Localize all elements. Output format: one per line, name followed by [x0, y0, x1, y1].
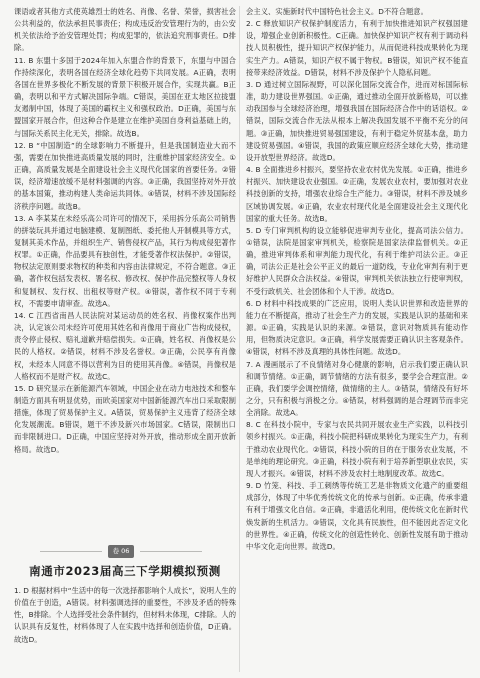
section-rule-right [140, 551, 202, 552]
left-paragraph: 15. D 研究显示在新能源汽车领域，中国企业在动力电池技术和整车制造方面具有明显优势，而欧美国家对中国新能源汽车出口采取限制措施，体现了贸易保护主义。A错误，贸易保护主义违背了经济全球化发展潮流。B错误，题干不涉及新兴市场国家。C错误，限制出口而非限制进口。D正确，中国应坚持对外开放，推动形成全面开放新格局。故选D。 [14, 383, 236, 454]
left-paragraph: 课语或者其他方式使英雄烈士的姓名、肖像、名誉、荣誉，损害社会公共利益的，依法承担民事责任；构成违反治安管理行为的，由公安机关依法给予治安管理处罚；构成犯罪的，依法追究刑事责任。D排除。 [14, 7, 236, 53]
left-paragraph: 11. B 东盟十多国于2024年加入东盟合作的背景下，东盟与中国合作持续深化，表明各国在经济全球化趋势下共同发展。A正确，表明各国在世界多极化不断发展的背景下积极开展合作，实现共赢。B正确，表明以和平方式解决国际争端。C错误，美国在亚太地区拉拢盟友遏制中国，体现了美国的霸权主义和强权政治。D正确，美国与东盟国家开展合作，但这种合作是建立在维护美国自身利益基础上的，与国际关系民主化无关，排除。故选B。 [14, 55, 236, 138]
right-paragraph: 2. C 释放知识产权保护制度活力，有利于加快推进知识产权强国建设，增强企业创新积极性。C正确。加快保护知识产权有利于调动科技人员积极性，提升知识产权保护能力，从而促进科技成果转化为现实生产力。A错误，知识产权不属于物权。B错误，知识产权不能直接带来经济效益。D错误，材料不涉及保护个人隐私问题。 [246, 19, 468, 77]
section-paragraph: 1. D 根据材料中“生活中的每一次选择都影响个人成长”，说明人生的价值在于创造，A错误。材料强调选择的重要性，不涉及矛盾的特殊性，B排除。个人选择受社会条件制约，但材料未体现，C排除。人的认识具有反复性，材料体现了人在实践中选择和创造价值，D正确。故选D。 [14, 586, 236, 644]
section-body [14, 585, 236, 673]
section-rule-left [40, 551, 102, 552]
right-paragraph: 会主义、实施新时代中国特色社会主义。D不符合题意。 [246, 7, 428, 16]
left-column [14, 6, 236, 534]
left-paragraph: 13. A 李某某在未经乐高公司许可的情况下，采用拆分乐高公司销售的拼装玩具并通过电脑建模、复制图纸、委托他人开制模具等方式，复制其美术作品，并组织生产、销售侵权产品，其行为构成侵犯著作权罪。①正确，作品要具有独创性，才能受著作权法保护。②错误，物权法定原则要求物权的种类和内容由法律规定，不符合题意。③正确，著作权包括发表权、署名权、修改权、保护作品完整权等人身权和复制权、发行权、出租权等财产权。④错误，著作权不同于专利权，不需要申请审查。故选A。 [14, 213, 236, 308]
right-paragraph: 5. D 专门审判机构的设立能够促进审判专业化，提高司法公信力。①错误，法院是国家审判机关，检察院是国家法律监督机关。②正确，推进审判体系和审判能力现代化，有利于维护司法公正。③正确，司法公正是社会公平正义的最后一道防线，专业化审判有利于更好维护人民群众合法权益。④错误，审判机关依法独立行使审判权，不受行政机关、社会团体和个人干涉。故选D。 [246, 225, 468, 296]
section-tag: 卷 06 [108, 545, 134, 558]
left-paragraph: 12. B “中国制造”的全球影响力不断提升，但是我国制造业大而不强，需要在加快推进高质量发展的同时，注重维护国家经济安全。①正确，高质量发展是全面建设社会主义现代化国家的首要任务。②错误，经济增速放缓不是材料强调的内容。③正确，我国坚持对外开放的基本国策，推动构建人类命运共同体。④错误，材料不涉及国际经济秩序问题。故选B。 [14, 140, 236, 211]
right-paragraph: 3. D 通过树立国际视野，可以深化国际交流合作，进而对标国际标准，助力建设世界强国。①正确，通过推动全面开放新格局，可以推动我国参与全球经济治理，增强我国在国际经济合作中的话语权。②错误，国际交流合作无法从根本上解决我国发展不平衡不充分的问题。③正确，加快推进贸易强国建设，有利于稳定外贸基本盘，助力建设贸易强国。④错误，我国的政策应顺应经济全球化大势，推动建设开放型世界经济。故选D。 [246, 79, 468, 162]
right-paragraph: 6. D 材料中科技成果的广泛应用，说明人类认识世界和改造世界的能力在不断提高，推动了社会生产力的发展，实践是认识的基础和来源。①正确，实践是认识的来源。②错误，意识对物质具有能动作用，但物质决定意识。③正确，科学发展需要正确认识主客观条件。④错误，材料不涉及真理的具体性问题。故选D。 [246, 298, 468, 357]
right-column [246, 6, 468, 674]
right-paragraph: 8. C 在科技小院中，专家与农民共同开展农业生产实践，以科技引领乡村振兴。①正确，科技小院把科研成果转化为现实生产力，有利于推动农业现代化。②错误，科技小院的目的在于服务农业发展，不是单纯的理论研究。③正确，科技小院有利于培养新型职业农民，实现人才振兴。④错误，材料不涉及农村土地制度改革。故选C。 [246, 420, 468, 478]
column-divider [239, 6, 240, 672]
left-paragraph: 14. C 江西省南昌人民法院对某运动员的姓名权、肖像权案作出判决，认定该公司未经许可使用其姓名和肖像用于商业广告构成侵权，责令停止侵权、赔礼道歉并赔偿损失。①正确，姓名权、肖像权是公民的人格权。②错误，材料不涉及名誉权。③正确，公民享有肖像权，未经本人同意不得以营利为目的使用其肖像。④错误，肖像权是人格权而不是财产权。故选C。 [14, 310, 236, 381]
right-paragraph: 7. A 漫画展示了不良情绪对身心健康的影响，启示我们要正确认识和调节情绪。①正确，调节情绪的方法有很多，要学会合理宣泄。②正确，我们要学会调控情绪，做情绪的主人。③错误，情绪没有好坏之分，只有积极与消极之分。④错误，材料强调的是合理调节而非完全消除。故选A。 [246, 359, 468, 418]
section-heading: 南通市2023届高三下学期模拟预测 [29, 564, 221, 578]
right-paragraph: 9. D 竹笼、科技、手工刺绣等传统工艺是非物质文化遗产的重要组成部分，体现了中华优秀传统文化的传承与创新。①正确，传承非遗有利于增强文化自信。②正确，非遗活化利用，使传统文化在新时代焕发新的生机活力。③错误，文化具有民族性，但不能因此否定文化的世界性。④正确，传统文化的创造性转化、创新性发展有助于推动中华文化走向世界。故选D。 [246, 481, 468, 551]
right-paragraph: 4. B 全面推进乡村振兴，要坚持农业农村优先发展。①正确，推进乡村振兴、加快建设农业强国。②正确，发展农业农村，要加强对农业科技创新的支持，增强农业综合生产能力。③错误，材料不涉及城乡区域协调发展。④正确，农业农村现代化是全面建设社会主义现代化国家的重大任务。故选B。 [246, 165, 468, 223]
